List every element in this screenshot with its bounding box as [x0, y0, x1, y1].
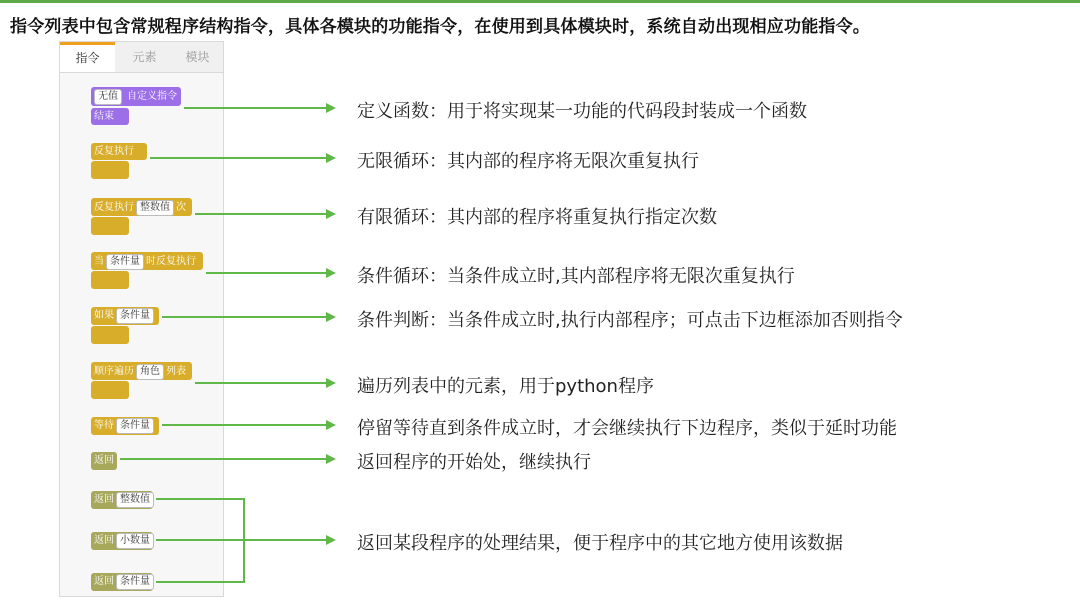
description-if: 条件判断：当条件成立时,执行内部程序；可点击下边框添加否则指令	[357, 310, 903, 331]
function-slot[interactable]: 无值	[94, 89, 122, 105]
if-slot[interactable]: 条件量	[116, 308, 154, 324]
description-foreach: 遍历列表中的元素，用于python程序	[357, 376, 654, 397]
arrow-return-values-head	[326, 535, 336, 545]
repeat-while-suffix: 时反复执行	[146, 256, 196, 267]
return-bool-prefix: 返回	[94, 576, 114, 587]
arrow-repeat-forever-head	[326, 153, 336, 163]
repeat-while-slot[interactable]: 条件量	[106, 254, 144, 270]
arrow-function-head	[326, 103, 336, 113]
repeat-times-slot[interactable]: 整数值	[136, 200, 174, 216]
page-heading: 指令列表中包含常规程序结构指令，具体各模块的功能指令，在使用到具体模块时，系统自动出现相应功能指令。	[10, 17, 870, 37]
arrow-foreach-head	[326, 378, 336, 388]
foreach-prefix: 顺序遍历	[94, 366, 134, 377]
if-prefix: 如果	[94, 310, 114, 321]
repeat-forever-label: 反复执行	[94, 146, 134, 157]
description-repeat-times: 有限循环：其内部的程序将重复执行指定次数	[357, 207, 717, 228]
function-end-label: 结束	[94, 111, 114, 122]
description-repeat-forever: 无限循环：其内部的程序将无限次重复执行	[357, 151, 699, 172]
description-repeat-while: 条件循环：当条件成立时,其内部程序将无限次重复执行	[357, 266, 795, 287]
foreach-suffix: 列表	[166, 366, 186, 377]
repeat-times-suffix: 次	[176, 202, 186, 213]
arrow-wait-head	[326, 420, 336, 430]
arrow-repeat-while-head	[326, 268, 336, 278]
return-int-slot[interactable]: 整数值	[116, 492, 154, 508]
repeat-times-label: 反复执行	[94, 202, 134, 213]
arrow-return-head	[326, 454, 336, 464]
return-bool-slot[interactable]: 条件量	[116, 574, 154, 590]
tab-elements[interactable]: 元素	[132, 50, 157, 64]
description-return: 返回程序的开始处，继续执行	[357, 452, 591, 473]
foreach-slot[interactable]: 角色	[136, 364, 164, 380]
return-int-prefix: 返回	[94, 494, 114, 505]
repeat-while-prefix: 当	[94, 256, 104, 267]
arrow-if-head	[326, 312, 336, 322]
function-label: 自定义指令	[127, 91, 177, 102]
wait-until-prefix: 等待	[94, 420, 114, 431]
tab-commands[interactable]: 指令	[60, 42, 115, 72]
return-float-prefix: 返回	[94, 535, 114, 546]
description-return-values: 返回某段程序的处理结果，便于程序中的其它地方使用该数据	[357, 533, 843, 554]
return-label: 返回	[94, 455, 114, 466]
description-function: 定义函数：用于将实现某一功能的代码段封装成一个函数	[357, 101, 807, 122]
tab-modules[interactable]: 模块	[185, 50, 210, 64]
return-float-slot[interactable]: 小数量	[116, 533, 154, 549]
arrow-repeat-times-head	[326, 209, 336, 219]
description-wait: 停留等待直到条件成立时，才会继续执行下边程序，类似于延时功能	[357, 418, 897, 439]
wait-until-slot[interactable]: 条件量	[116, 418, 154, 434]
